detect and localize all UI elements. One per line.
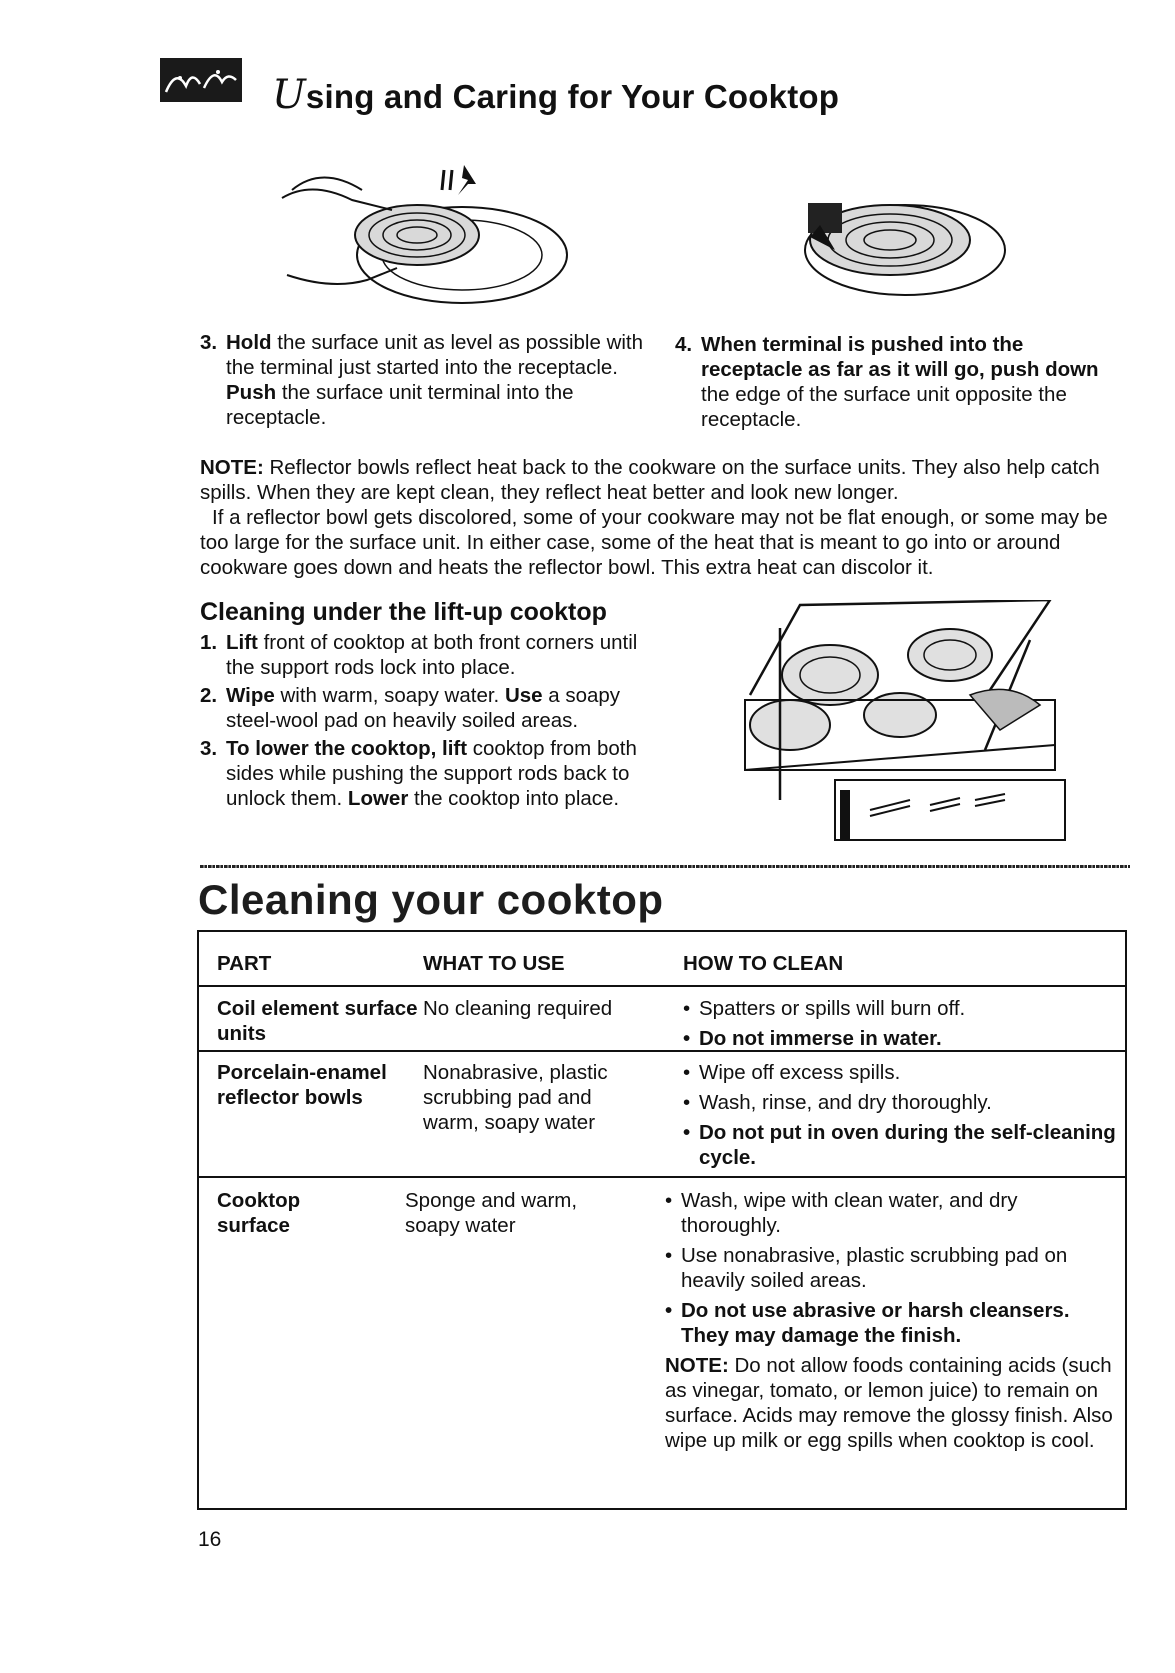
- header-how-to-clean: HOW TO CLEAN: [683, 952, 844, 975]
- install-surface-unit-illustration: [272, 160, 582, 325]
- part-cell: Coil element surface units: [217, 997, 418, 1045]
- section-logo-icon: [160, 58, 242, 102]
- section-divider: [200, 865, 1130, 868]
- lift-section-heading: Cleaning under the lift-up cooktop: [200, 598, 607, 626]
- what-cell: No cleaning required: [423, 997, 613, 1020]
- list-item: • Use nonabrasive, plastic scrubbing pad on heavily soiled areas.: [665, 1243, 1117, 1293]
- lift-section-steps: [200, 630, 660, 814]
- install-step-4: 4. When terminal is pushed into the receptacle as far as it will go, push down the edge of the surface unit opposite the receptacle.: [675, 333, 1099, 431]
- step-number: 3.: [200, 331, 218, 354]
- list-item: • Spatters or spills will burn off.: [683, 996, 1117, 1021]
- what-cell: Nonabrasive, plastic scrubbing pad and warm, soapy water: [423, 1061, 608, 1134]
- list-item: • Wipe off excess spills.: [683, 1060, 1117, 1085]
- how-cell: [665, 1188, 1125, 1508]
- part-cell: Porcelain-enamel reflector bowls: [217, 1061, 387, 1109]
- lift-up-cooktop-illustration: [740, 600, 1070, 850]
- how-cell: [683, 996, 1125, 1050]
- lift-step-3: 3. To lower the cooktop, lift cooktop from both sides while pushing the support rods back to unlock them. Lower the cooktop into place.: [200, 737, 637, 810]
- list-item: • Do not put in oven during the self-cleaning cycle.: [683, 1120, 1117, 1170]
- cleaning-table: [197, 930, 1127, 1510]
- list-item: • Wash, wipe with clean water, and dry thoroughly.: [665, 1188, 1117, 1238]
- acid-note: NOTE: Do not allow foods containing acids (such as vinegar, tomato, or lemon juice) to remain on surface. Acids may remove the glossy finish. Also wipe up milk or egg spills when cooktop is cool.: [665, 1354, 1113, 1452]
- header-what-to-use: WHAT TO USE: [423, 952, 565, 975]
- table-row: [199, 987, 1125, 1052]
- list-item: • Do not immerse in water.: [683, 1026, 1117, 1051]
- table-row: [199, 1052, 1125, 1178]
- page-number: 16: [198, 1528, 222, 1551]
- header-part: PART: [217, 952, 272, 975]
- lift-step-1: 1. Lift front of cooktop at both front corners until the support rods lock into place.: [200, 631, 638, 679]
- install-step-3: 3. Hold the surface unit as level as possible with the terminal just started into the receptacle. Push the surface unit terminal into the receptacle.: [200, 331, 644, 429]
- step-number: 4.: [675, 333, 693, 356]
- lift-step-2: 2. Wipe with warm, soapy water. Use a soapy steel-wool pad on heavily soiled areas.: [200, 684, 621, 732]
- table-header-row: [199, 932, 1125, 987]
- how-cell: [683, 1060, 1125, 1176]
- reflector-bowl-note: NOTE: Reflector bowls reflect heat back to the cookware on the surface units. They also help catch spills. When they are kept clean, they reflect heat better and look new longer. If a reflector bowl gets discolored, some of your cookware may not be flat enough, or some may be too large for the surface unit. In either case, some of the heat that is meant to go into or around cookware goes down and heats the reflector bowl. This extra heat can discolor it.: [200, 456, 1108, 579]
- list-item: • Wash, rinse, and dry thoroughly.: [683, 1090, 1117, 1115]
- push-down-surface-unit-illustration: [790, 195, 1010, 315]
- cleaning-section-heading: Cleaning your cooktop: [198, 876, 664, 923]
- table-row: [199, 1178, 1125, 1508]
- page-title: Using and Caring for Your Cooktop: [272, 72, 840, 118]
- what-cell: Sponge and warm, soapy water: [405, 1189, 578, 1237]
- part-cell: Cooktop surface: [217, 1189, 301, 1237]
- list-item: • Do not use abrasive or harsh cleansers. They may damage the finish.: [665, 1298, 1117, 1348]
